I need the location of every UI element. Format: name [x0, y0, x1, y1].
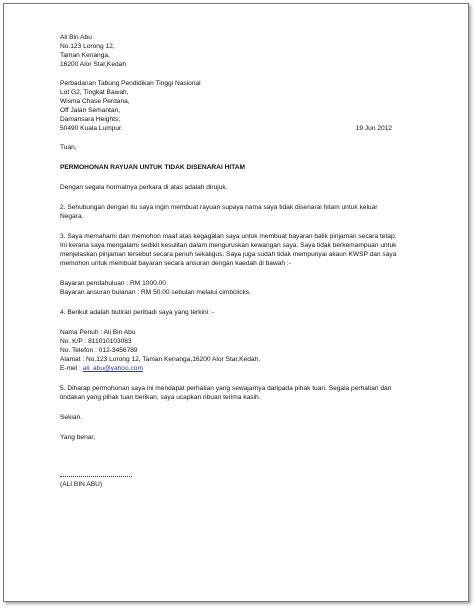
document-page	[3, 3, 469, 602]
detail-email-row	[60, 364, 400, 373]
letter-body	[60, 33, 400, 489]
payment-monthly: Bayaran ansuran bulanan : RM 50.00 sebulan melalui cimbclicks.	[60, 289, 251, 296]
paragraph-5: 5. Diharap permohonan saya ini mendapat perhatian yang sewajarnya daripada pihak tuan. Segala perhatian dan tindakan yang pihak tuan berikan, saya ucapkan ribuan terima kasih.	[60, 385, 392, 401]
letter-subject: PERMOHONAN RAYUAN UNTUK TIDAK DISENARAI HITAM	[60, 164, 245, 171]
email-link[interactable]: ali_abu@yahoo.com	[82, 365, 143, 372]
recipient-line-with-date	[60, 124, 400, 133]
sender-address-line: 16200 Alor Star,Kedah	[60, 61, 126, 68]
paragraph-3: 3. Saya memahami dan memohon maaf atas kegagalan saya untuk membuat bayaran balik pinjaman secara tetap. Ini kerana saya mengalami sedikit kesulitan dalam menguruskan kewangan saya. Saya tidak berkemampuan untuk menjelaskan pinjaman tersebut secara penuh sekaligus. Saya juga sudah tidak mempunyai akaun KWSP dan saya memohon untuk membuat bayaran secara ansuran dengan kaedah di bawah :-	[60, 233, 397, 267]
paragraph-4: 4. Berikut adalah butiran peribadi saya yang terkini :-	[60, 309, 214, 316]
closing-thanks: Sekian.	[60, 414, 82, 421]
sender-address-line: No.123 Lorong 12,	[60, 43, 115, 50]
recipient-line: Off Jalan Semantan,	[60, 107, 120, 114]
letter-date: 19 Jun 2012	[355, 125, 392, 132]
recipient-line: Wisma Chase Perdana,	[60, 98, 130, 105]
payment-details	[60, 279, 400, 297]
sender-address	[60, 33, 400, 69]
signature-line	[60, 476, 132, 477]
detail-address: Alamat : No.123 Lorong 12, Taman Kenanga,16200 Alor Star,Kedah.	[60, 356, 261, 363]
salutation: Tuan,	[60, 144, 77, 151]
recipient-line: 50490 Kuala Lumpur.	[60, 125, 123, 132]
personal-details	[60, 328, 400, 373]
signatory-name: (ALI BIN ABU)	[60, 481, 103, 488]
detail-email-label: E-mel :	[60, 365, 83, 372]
detail-name: Nama Penuh : Ali Bin Abu	[60, 329, 136, 336]
recipient-line: Damansara Heights,	[60, 116, 121, 123]
detail-ic: No. K/P : 811010103083	[60, 338, 132, 345]
sender-address-line: Taman Kenanga,	[60, 52, 110, 59]
recipient-line: Lot G2, Tingkat Bawah,	[60, 89, 129, 96]
payment-down: Bayaran pendahuluan : RM 1000.00	[60, 280, 166, 287]
sender-name: Ali Bin Abu	[60, 34, 92, 41]
detail-phone: No. Telefon : 012-3456789	[60, 347, 138, 354]
recipient-line: Perbadanan Tabung Pendidikan Tinggi Nasional	[60, 80, 201, 87]
paragraph-2: 2. Sehubungan dengan itu saya ingin membuat rayuan supaya nama saya tidak disenarai hitam untuk keluar Negara.	[60, 204, 378, 220]
recipient-address	[60, 79, 400, 133]
sign-off: Yang benar,	[60, 434, 96, 441]
paragraph-1: Dengan segala hormatnya perkara di atas adalah dirujuk.	[60, 184, 228, 191]
